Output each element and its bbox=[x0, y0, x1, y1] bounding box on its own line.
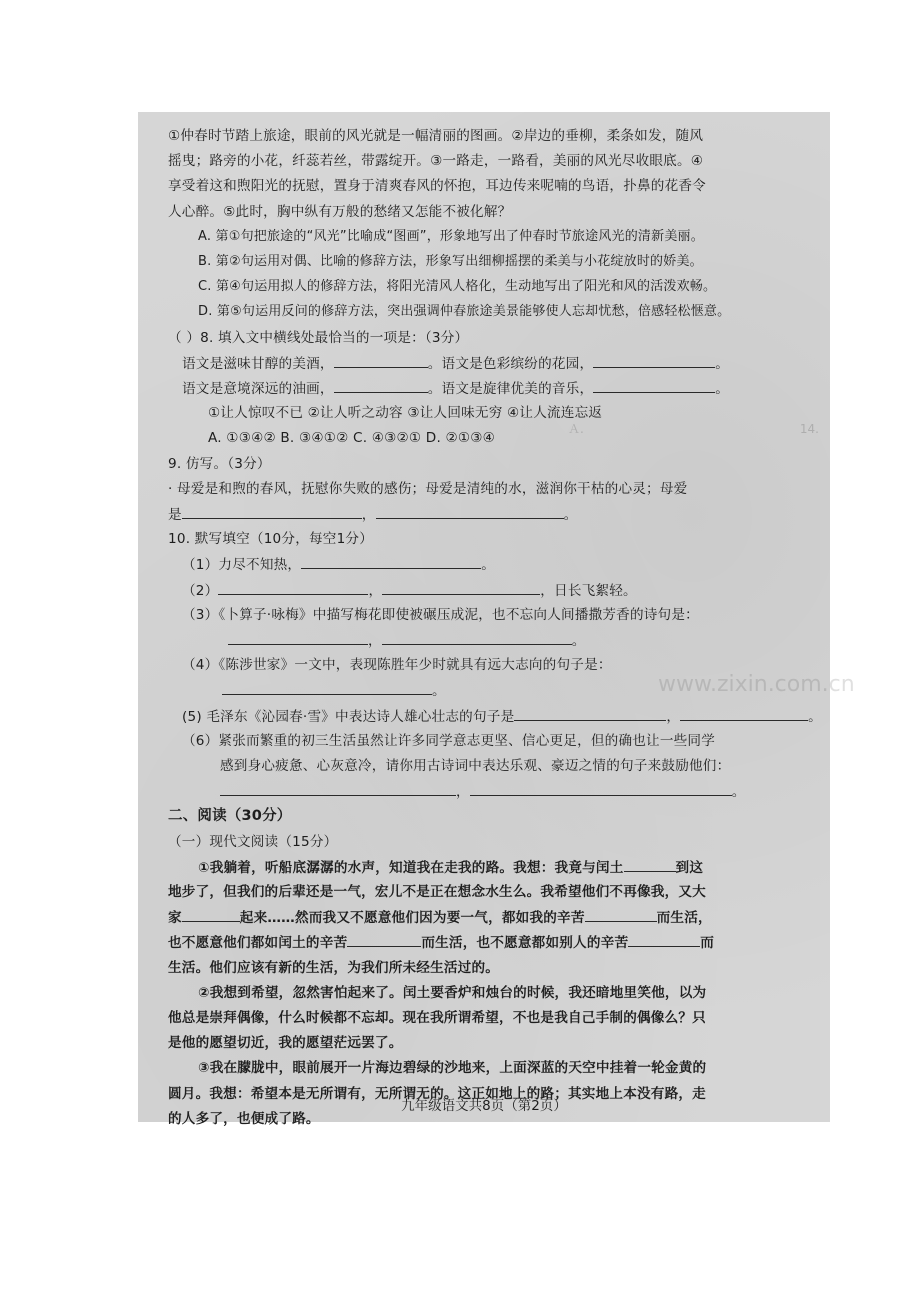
question-9-line-2: 是 ， 。 bbox=[168, 504, 818, 525]
question-9-line-1: · 母爱是和煦的春风，抚慰你失败的感伤；母爱是清纯的水，滋润你干枯的心灵；母爱 bbox=[168, 480, 688, 497]
question-10-item-3: （3）《卜算子·咏梅》中描写梅花即使被碾压成泥，也不忘向人间播撒芳香的诗句是： bbox=[182, 606, 699, 623]
answer-blank[interactable] bbox=[382, 580, 540, 595]
reading-line: ③我在朦胧中，眼前展开一片海边碧绿的沙地来，上面深蓝的天空中挂着一轮金黄的 bbox=[198, 1060, 707, 1077]
reading-line: 圆月。我想：希望本是无所谓有，无所谓无的。这正如地上的路；其实地上本没有路，走 bbox=[168, 1085, 706, 1102]
option-c: C. 第④句运用拟人的修辞方法，将阳光清风人格化，生动地写出了阳光和风的活泼欢畅。 bbox=[198, 279, 717, 295]
question-10-item-5: (5) 毛泽东《沁园春·雪》中表达诗人雄心壮志的句子是 ， 。 bbox=[182, 706, 818, 727]
answer-blank[interactable] bbox=[628, 932, 700, 947]
question-10-item-6: （6）紧张而繁重的初三生活虽然让许多同学意志更坚、信心更足，但的确也让一些同学 bbox=[182, 732, 716, 749]
passage-line: 人心醉。⑤此时，胸中纵有万般的愁绪又怎能不被化解？ bbox=[168, 203, 512, 220]
answer-blank[interactable] bbox=[334, 378, 428, 393]
question-10-item-6-cont: 感到身心疲惫、心灰意冷，请你用古诗词中表达乐观、豪迈之情的句子来鼓励他们： bbox=[220, 758, 731, 774]
page-footer: 九年级语文共8页（第2页） bbox=[401, 1098, 567, 1114]
reading-line: ①我躺着，听船底潺潺的水声，知道我在走我的路。我想：我竟与闰土 到这 bbox=[198, 857, 818, 878]
question-10-item-2: （2） ， ，日长飞絮轻。 bbox=[182, 580, 818, 601]
question-10-item-4-answer: 。 bbox=[222, 680, 818, 701]
passage-line: ①仲春时节踏上旅途，眼前的风光就是一幅清丽的图画。②岸边的垂柳，柔条如发，随风 bbox=[168, 128, 704, 144]
answer-blank[interactable] bbox=[470, 781, 732, 796]
reading-line: 生活。他们应该有新的生活，为我们所未经生活过的。 bbox=[168, 959, 500, 976]
answer-blank[interactable] bbox=[301, 554, 481, 569]
answer-blank[interactable] bbox=[382, 630, 572, 645]
option-a: A. 第①句把旅途的“风光”比喻成“图画”，形象地写出了仲春时节旅途风光的清新美丽。 bbox=[198, 228, 704, 244]
answer-blank[interactable] bbox=[218, 580, 368, 595]
reading-line: 是他的愿望切近，我的愿望茫远罢了。 bbox=[168, 1035, 403, 1052]
question-8-choices: ①让人惊叹不已 ②让人听之动容 ③让人回味无穷 ④让人流连忘返 bbox=[208, 405, 603, 422]
answer-blank[interactable] bbox=[182, 504, 362, 519]
exam-page bbox=[138, 112, 855, 1127]
answer-blank[interactable] bbox=[680, 706, 808, 721]
question-10-item-3-answer: ， 。 bbox=[228, 630, 818, 651]
answer-blank[interactable] bbox=[585, 907, 657, 922]
question-10-item-1: （1）力尽不知热， 。 bbox=[182, 554, 818, 575]
question-9-stem: 9. 仿写。（3分） bbox=[168, 455, 271, 472]
reading-line: ②我想到希望，忽然害怕起来了。闰土要香炉和烛台的时候，我还暗地里笑他，以为 bbox=[198, 984, 707, 1001]
answer-blank[interactable] bbox=[347, 932, 421, 947]
reading-line: 也不愿意他们都如闰土的辛苦 而生活，也不愿意都如别人的辛苦 而 bbox=[168, 932, 818, 953]
reading-line: 的人多了，也便成了路。 bbox=[168, 1110, 320, 1127]
passage-line: 享受着这和煦阳光的抚慰，置身于清爽春风的怀抱，耳边传来呢喃的鸟语，扑鼻的花香令 bbox=[168, 178, 706, 195]
reading-line: 地步了，但我们的后辈还是一气，宏儿不是正在想念水生么。我希望他们不再像我，又大 bbox=[168, 884, 706, 900]
answer-blank[interactable] bbox=[593, 353, 715, 368]
answer-blank[interactable] bbox=[228, 630, 368, 645]
answer-blank[interactable] bbox=[593, 378, 715, 393]
reading-line: 他总是崇拜偶像，什么时候都不忘却。现在我所谓希望，不也是我自己手制的偶像么？只 bbox=[168, 1010, 706, 1026]
answer-blank[interactable] bbox=[334, 353, 428, 368]
answer-blank[interactable] bbox=[220, 781, 456, 796]
answer-blank[interactable] bbox=[222, 680, 432, 695]
answer-blank[interactable] bbox=[376, 504, 564, 519]
question-8-line-1: 语文是滋味甘醇的美酒， 。语文是色彩缤纷的花园， 。 bbox=[182, 353, 818, 374]
question-8-stem: （ ）8. 填入文中横线处最恰当的一项是：（3分） bbox=[168, 329, 469, 346]
reading-line: 家 起来……然而我又不愿意他们因为要一气，都如我的辛苦 而生活， bbox=[168, 907, 818, 928]
section-heading: 二、阅读（30分） bbox=[168, 808, 292, 825]
bleed-through-text: Ａ. 14. bbox=[568, 422, 819, 436]
passage-line: 摇曳；路旁的小花，纤蕊若丝，带露绽开。③一路走，一路看，美丽的风光尽收眼底。④ bbox=[168, 153, 704, 170]
subsection-heading: （一）现代文阅读（15分） bbox=[168, 833, 338, 850]
option-d: D. 第⑤句运用反问的修辞方法，突出强调仲春旅途美景能够使人忘却忧愁，倍感轻松惬意。 bbox=[198, 304, 731, 320]
question-10-item-4: （4）《陈涉世家》一文中，表现陈胜年少时就具有远大志向的句子是： bbox=[182, 657, 612, 674]
question-8-answers: A. ①③④② B. ③④①② C. ④③②① D. ②①③④ bbox=[208, 430, 496, 447]
answer-blank[interactable] bbox=[514, 706, 666, 721]
watermark-text: www.zixin.com.cn bbox=[658, 672, 855, 697]
option-b: B. 第②句运用对偶、比喻的修辞方法，形象写出细柳摇摆的柔美与小花绽放时的娇美。 bbox=[198, 254, 703, 269]
answer-blank[interactable] bbox=[182, 907, 240, 922]
question-10-item-6-answer: ， 。 bbox=[220, 781, 818, 802]
answer-blank[interactable] bbox=[624, 857, 676, 872]
question-8-line-2: 语文是意境深远的油画， 。语文是旋律优美的音乐， 。 bbox=[182, 378, 818, 399]
question-10-stem: 10. 默写填空（10分，每空1分） bbox=[168, 531, 374, 548]
